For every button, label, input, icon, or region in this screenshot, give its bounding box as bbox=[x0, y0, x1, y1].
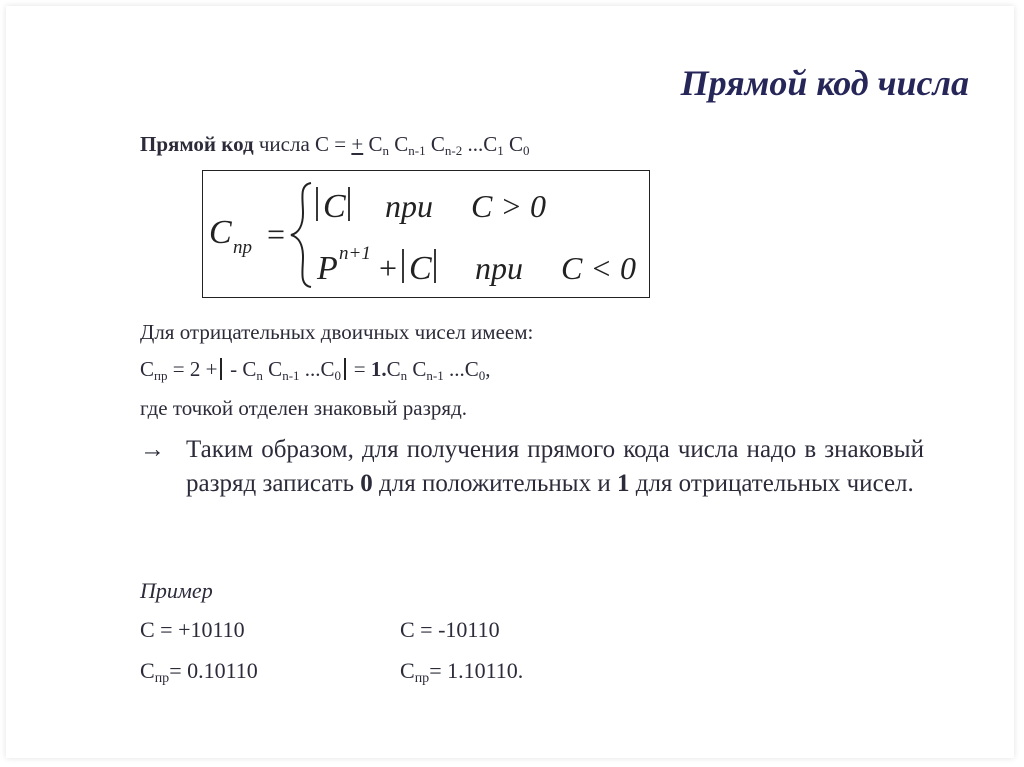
nf-eq-two: = 2 + bbox=[172, 357, 218, 381]
ex-c: C bbox=[400, 658, 415, 683]
nf-eq: = bbox=[353, 357, 366, 381]
arrow-right-icon: → bbox=[140, 436, 165, 463]
plus-minus-sign: + bbox=[351, 132, 364, 156]
subscript: n bbox=[382, 143, 389, 158]
nf-one: 1. bbox=[370, 357, 387, 381]
nf-sub: n bbox=[400, 368, 408, 383]
conclusion-part1: Таким образом, для получения прямого кода числа надо в знаковый разряд записать bbox=[186, 436, 924, 497]
example-title: Пример bbox=[140, 578, 213, 603]
digit-dots: ...C bbox=[467, 132, 498, 156]
ex-c: C bbox=[140, 658, 155, 683]
row1-c: C bbox=[323, 188, 346, 225]
nf-sub: пр bbox=[154, 368, 168, 383]
nf-sub: n bbox=[256, 368, 263, 383]
left-brace bbox=[291, 183, 311, 287]
subscript: n-2 bbox=[444, 143, 463, 158]
formula-lhs-sub: пр bbox=[233, 237, 252, 258]
abs-bar bbox=[344, 358, 346, 380]
conclusion bbox=[140, 433, 924, 501]
example-right-pr bbox=[400, 658, 523, 687]
nf-sub: 0 bbox=[478, 368, 486, 383]
sign-note: где точкой отделен знаковый разряд. bbox=[140, 396, 467, 420]
definition-rest: числа C = bbox=[258, 132, 347, 156]
negative-formula bbox=[140, 357, 491, 384]
abs-bar bbox=[220, 358, 222, 380]
nf-c: C bbox=[140, 357, 155, 381]
subscript: 1 bbox=[497, 143, 504, 158]
row2-word: при bbox=[475, 250, 523, 286]
nf-sub: n-1 bbox=[282, 368, 300, 383]
definition-line bbox=[140, 132, 529, 159]
example-right-c: C = -10110 bbox=[400, 617, 500, 642]
nf-sub: n-1 bbox=[426, 368, 444, 383]
digit-c: C bbox=[508, 132, 523, 156]
digit-c: C bbox=[368, 132, 383, 156]
nf-minus: - C bbox=[230, 357, 257, 381]
nf-c: C bbox=[268, 357, 283, 381]
formula-eq: = bbox=[267, 216, 286, 252]
formula-svg bbox=[203, 171, 651, 299]
ex-right-val: = 1.10110. bbox=[429, 658, 524, 683]
example-left-pr bbox=[140, 658, 258, 687]
row1-word: при bbox=[385, 188, 433, 224]
nf-dots: ...C bbox=[449, 357, 479, 381]
ex-sub: пр bbox=[414, 671, 430, 686]
row1-cond: C > 0 bbox=[471, 188, 546, 224]
subscript: 0 bbox=[522, 143, 530, 158]
ex-sub: пр bbox=[154, 671, 170, 686]
conclusion-text bbox=[186, 433, 924, 501]
formula-box bbox=[202, 170, 650, 298]
conclusion-part3: для отрицательных чисел. bbox=[635, 470, 914, 497]
nf-dots: ...C bbox=[304, 357, 335, 381]
definition-bold: Прямой код bbox=[140, 132, 254, 156]
conclusion-zero: 0 bbox=[360, 470, 373, 497]
nf-c: C bbox=[412, 357, 427, 381]
nf-c: C bbox=[386, 357, 401, 381]
conclusion-one: 1 bbox=[616, 470, 630, 497]
row2-exp: n+1 bbox=[339, 243, 371, 264]
formula-lhs: C bbox=[209, 214, 232, 251]
ex-left-val: = 0.10110 bbox=[169, 658, 258, 683]
slide-title: Прямой код числа bbox=[680, 63, 969, 103]
example-left-c: C = +10110 bbox=[140, 617, 245, 642]
digit-c: C bbox=[430, 132, 445, 156]
row2-cond: C < 0 bbox=[561, 250, 636, 286]
negative-intro: Для отрицательных двоичных чисел имеем: bbox=[140, 320, 534, 344]
conclusion-part2: для положительных и bbox=[379, 470, 611, 497]
nf-sub: 0 bbox=[334, 368, 342, 383]
row2-c: C bbox=[409, 250, 432, 287]
subscript: n-1 bbox=[408, 143, 426, 158]
digit-c: C bbox=[394, 132, 409, 156]
nf-comma: , bbox=[485, 357, 491, 381]
row2-plus: + bbox=[379, 250, 398, 286]
row2-p: P bbox=[317, 250, 338, 287]
